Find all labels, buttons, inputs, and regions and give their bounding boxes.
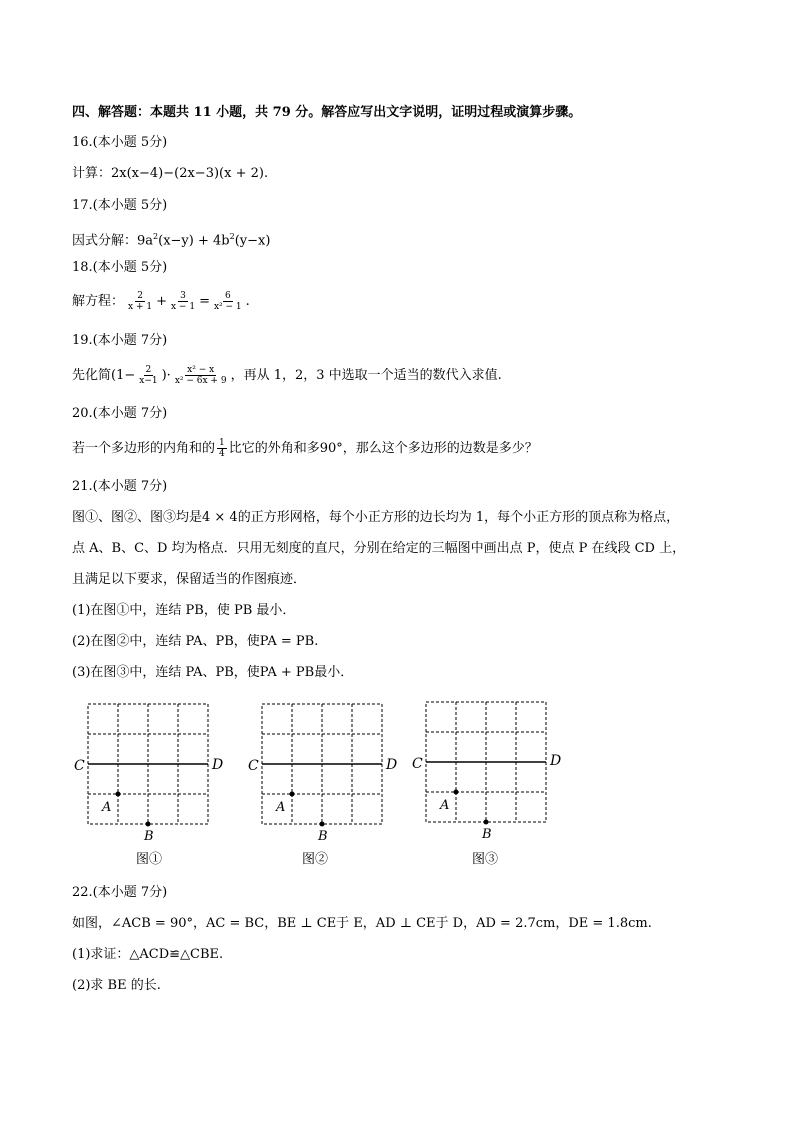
figure-3-label-a: A xyxy=(440,798,450,813)
figure-1-label-b: B xyxy=(144,829,154,844)
section-heading: 四、解答题：本题共 11 小题，共 79 分。解答应写出文字说明，证明过程或演算步骤。 xyxy=(72,105,582,120)
figure-3-point-a xyxy=(454,790,459,795)
problem-19-header: 19.(本小题 7分) xyxy=(72,333,168,348)
problem-21-q2: (2)在图②中，连结 PA、PB，使PA = PB. xyxy=(72,634,319,649)
problem-19-text: 先化简(1− $\frac{2}{x-1}$ )· $\frac{\text{x² − x}}{\text{x² − 6x + 9}}$ ，再从 1，2，3 中选取一个适当的数代入求值. xyxy=(72,365,502,386)
figure-1 xyxy=(74,704,223,844)
figure-3 xyxy=(412,702,561,842)
problem-17-header: 17.(本小题 5分) xyxy=(72,198,168,213)
figure-3-label-d: D xyxy=(550,753,562,769)
figure-1-label-d: D xyxy=(212,757,224,773)
problem-17-text: 因式分解：$9a^2(x-y) + 4b^2(y-x)$ xyxy=(72,232,271,249)
figure-3-point-b xyxy=(484,820,489,825)
figure-2-label-a: A xyxy=(276,800,286,815)
problem-18-header: 18.(本小题 5分) xyxy=(72,260,168,275)
problem-16-text: 计算：2x(x−4)−(2x−3)(x + 2). xyxy=(72,166,269,181)
figure-2 xyxy=(248,704,397,844)
problem-21-line1: 图①、图②、图③均是4 × 4的正方形网格，每个小正方形的边长均为 1，每个小正方形的顶点称为格点， xyxy=(72,510,680,525)
figure-1-caption: 图① xyxy=(136,852,163,867)
problem-22-q2: (2)求 BE 的长. xyxy=(72,978,161,993)
figure-2-caption: 图② xyxy=(302,852,329,867)
figure-2-label-b: B xyxy=(318,829,328,844)
grid-figures xyxy=(0,690,794,850)
problem-21-line2: 点 A、B、C、D 均为格点．只用无刻度的直尺，分别在给定的三幅图中画出点 P，使点 P 在线段 CD 上， xyxy=(72,541,686,556)
problem-16-header: 16.(本小题 5分) xyxy=(72,135,168,150)
problem-20-header: 20.(本小题 7分) xyxy=(72,406,168,421)
problem-21-header: 21.(本小题 7分) xyxy=(72,479,168,494)
figure-1-label-c: C xyxy=(74,758,85,774)
figure-1-point-a xyxy=(116,792,121,797)
problem-21-q1: (1)在图①中，连结 PB，使 PB 最小． xyxy=(72,603,296,618)
problem-21-q3: (3)在图③中，连结 PA、PB，使PA + PB最小． xyxy=(72,665,354,680)
figure-2-label-c: C xyxy=(248,758,259,774)
figure-1-label-a: A xyxy=(102,800,112,815)
figure-2-point-b xyxy=(320,822,325,827)
problem-21-line3: 且满足以下要求，保留适当的作图痕迹． xyxy=(72,572,307,587)
figure-3-caption: 图③ xyxy=(472,852,499,867)
figure-1-point-b xyxy=(146,822,151,827)
figure-2-point-a xyxy=(290,792,295,797)
problem-22-q1: (1)求证：△ACD≌△CBE. xyxy=(72,947,224,962)
figure-3-label-b: B xyxy=(482,827,492,842)
problem-22-line1: 如图，∠ACB = 90°，AC = BC，BE ⊥ CE于 E，AD ⊥ CE于 D，AD = 2.7cm，DE = 1.8cm. xyxy=(72,916,652,931)
figure-3-label-c: C xyxy=(412,756,423,772)
figure-2-label-d: D xyxy=(386,757,398,773)
problem-22-header: 22.(本小题 7分) xyxy=(72,885,168,900)
problem-20-text: 若一个多边形的内角和的 $\frac{1}{4}$ 比它的外角和多90°，那么这个多边形的边数是多少？ xyxy=(72,438,538,459)
problem-18-equation: 解方程： $\frac{2}{x + 1}$ + $\frac{3}{x - 1}$ = $\frac{6}{\text{x² − 1}}$ . xyxy=(72,291,250,312)
